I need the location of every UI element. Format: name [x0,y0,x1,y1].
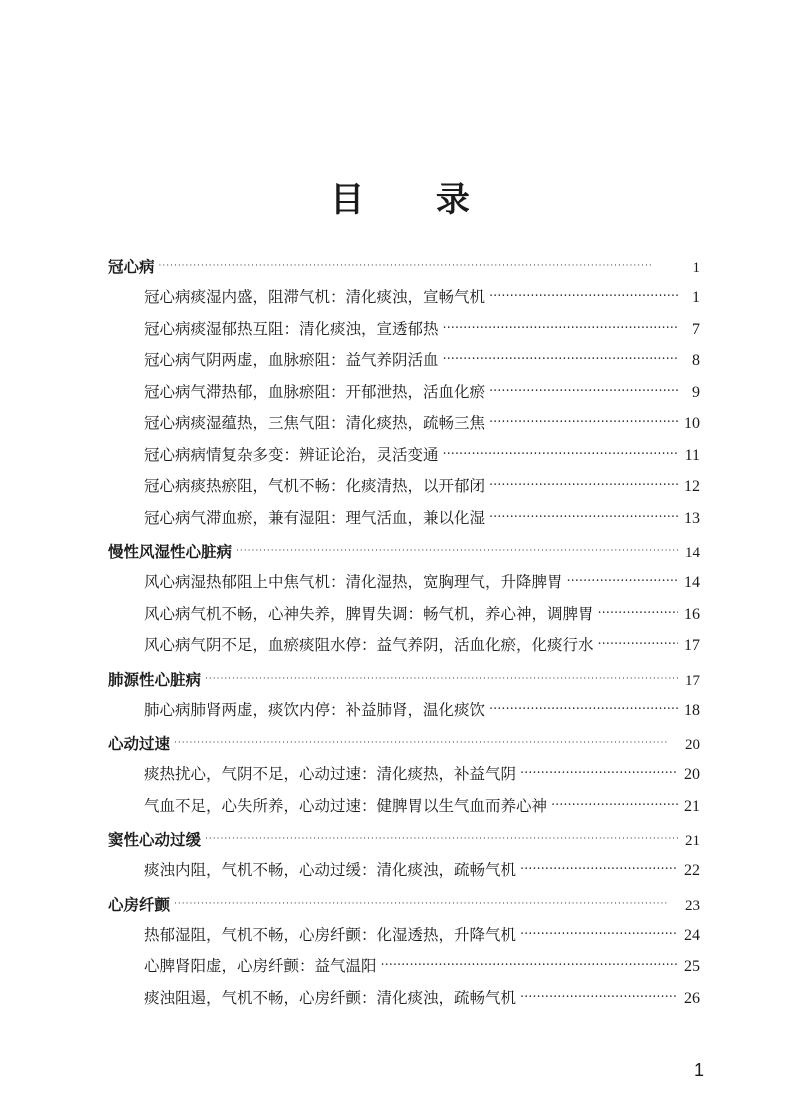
leader-dots [174,736,678,752]
entry-title: 痰浊内阻，气机不畅，心动过缓：清化痰浊，疏畅气机 [144,861,517,879]
leader-dots [489,385,678,401]
table-of-contents [108,252,700,1014]
leader-dots [520,928,678,944]
entry-page: 18 [684,701,700,719]
entry-title: 痰浊阻遏，气机不畅，心房纤颤：清化痰浊，疏畅气机 [144,988,517,1007]
toc-entry[interactable] [108,440,700,472]
entry-page: 22 [684,862,700,879]
chapter-title: 冠心病 [108,258,155,276]
toc-entry[interactable] [108,791,700,823]
entry-title: 肺心病肺肾两虚，痰饮内停：补益肺肾，温化痰饮 [144,700,486,719]
leader-dots [443,448,678,464]
chapter-page: 17 [685,672,700,689]
entry-title: 痰热扰心，气阴不足，心动过速：清化痰热，补益气阴 [144,765,517,783]
toc-chapter[interactable] [108,537,700,567]
entry-page: 7 [692,320,700,338]
toc-entry[interactable] [108,471,700,503]
entry-title: 风心病湿热郁阻上中焦气机：清化湿热，宽胸理气，升降脾胃 [144,573,563,591]
leader-dots [489,479,678,495]
entry-title: 热郁湿阻，气机不畅，心房纤颤：化湿透热，升降气机 [144,925,517,944]
entry-title: 冠心病病情复杂多变：辨证论治，灵活变通 [144,445,439,464]
entry-title: 冠心病痰湿郁热互阻：清化痰浊，宣透郁热 [144,319,439,338]
leader-dots [598,638,678,654]
toc-entry[interactable] [108,282,700,314]
toc-entry[interactable] [108,983,700,1015]
entry-title: 冠心病气滞血瘀，兼有湿阻：理气活血，兼以化湿 [144,508,486,527]
toc-chapter[interactable] [108,252,700,282]
leader-dots [489,511,678,527]
leader-dots [443,322,678,338]
entry-page: 20 [684,766,700,783]
toc-entry[interactable] [108,630,700,662]
entry-title: 冠心病痰湿蕴热，三焦气阻：清化痰热，疏畅三焦 [144,414,486,432]
entry-page: 24 [684,926,700,944]
entry-title: 风心病气阴不足，血瘀痰阻水停：益气养阴，活血化瘀，化痰行水 [144,636,594,654]
entry-page: 16 [684,605,700,623]
toc-chapter[interactable] [108,890,700,920]
leader-dots [174,897,678,913]
entry-page: 17 [684,637,700,654]
entry-title: 冠心病气滞热郁，血脉瘀阻：开郁泄热，活血化瘀 [144,382,486,401]
toc-entry[interactable] [108,567,700,599]
entry-page: 1 [692,289,700,306]
leader-dots [520,991,678,1007]
toc-chapter[interactable] [108,729,700,759]
leader-dots [489,703,678,719]
entry-page: 9 [692,383,700,401]
leader-dots [381,959,678,975]
leader-dots [520,767,678,783]
entry-page: 25 [684,958,700,975]
leader-dots [159,259,678,275]
chapter-page: 20 [685,737,700,753]
chapter-title: 窦性心动过缓 [108,831,202,849]
leader-dots [551,799,678,815]
entry-page: 14 [684,574,700,591]
toc-entry[interactable] [108,345,700,377]
entry-page: 26 [684,989,700,1007]
leader-dots [567,575,678,591]
chapter-page: 23 [685,897,700,914]
leader-dots [205,832,678,848]
toc-entry[interactable] [108,599,700,631]
toc-entry[interactable] [108,408,700,440]
toc-entry[interactable] [108,503,700,535]
entry-title: 冠心病痰热瘀阻，气机不畅：化痰清热，以开郁闭 [144,477,486,495]
chapter-page: 14 [685,545,700,561]
leader-dots [489,290,678,306]
toc-entry[interactable] [108,951,700,983]
entry-title: 冠心病气阴两虚，血脉瘀阻：益气养阴活血 [144,351,439,369]
entry-page: 12 [684,478,700,495]
leader-dots [205,672,678,688]
leader-dots [520,863,678,879]
entry-title: 冠心病痰湿内盛，阻滞气机：清化痰浊，宣畅气机 [144,288,486,306]
toc-entry[interactable] [108,855,700,887]
entry-page: 21 [684,797,700,815]
chapter-title: 心动过速 [108,735,171,753]
chapter-title: 慢性风湿性心脏病 [108,543,233,561]
leader-dots [489,416,678,432]
toc-chapter[interactable] [108,825,700,855]
leader-dots [236,544,678,560]
chapter-title: 肺源性心脏病 [108,670,202,689]
entry-title: 心脾肾阳虚，心房纤颤：益气温阳 [144,957,377,975]
page-number: 1 [693,1060,704,1080]
toc-entry[interactable] [108,377,700,409]
leader-dots [443,353,678,369]
chapter-title: 心房纤颤 [108,895,171,914]
entry-page: 11 [684,446,700,464]
page-title: 目 录 [330,180,500,220]
entry-title: 气血不足，心失所养，心动过速：健脾胃以生气血而养心神 [144,796,548,815]
toc-entry[interactable] [108,759,700,791]
chapter-page: 21 [685,833,700,849]
toc-entry[interactable] [108,695,700,727]
entry-page: 13 [684,509,700,527]
entry-title: 风心病气机不畅，心神失养，脾胃失调：畅气机，养心神，调脾胃 [144,604,594,623]
leader-dots [598,607,678,623]
chapter-page: 1 [692,260,700,276]
toc-entry[interactable] [108,314,700,346]
toc-entry[interactable] [108,920,700,952]
entry-page: 8 [692,352,700,369]
toc-chapter[interactable] [108,665,700,695]
entry-page: 10 [684,415,700,432]
